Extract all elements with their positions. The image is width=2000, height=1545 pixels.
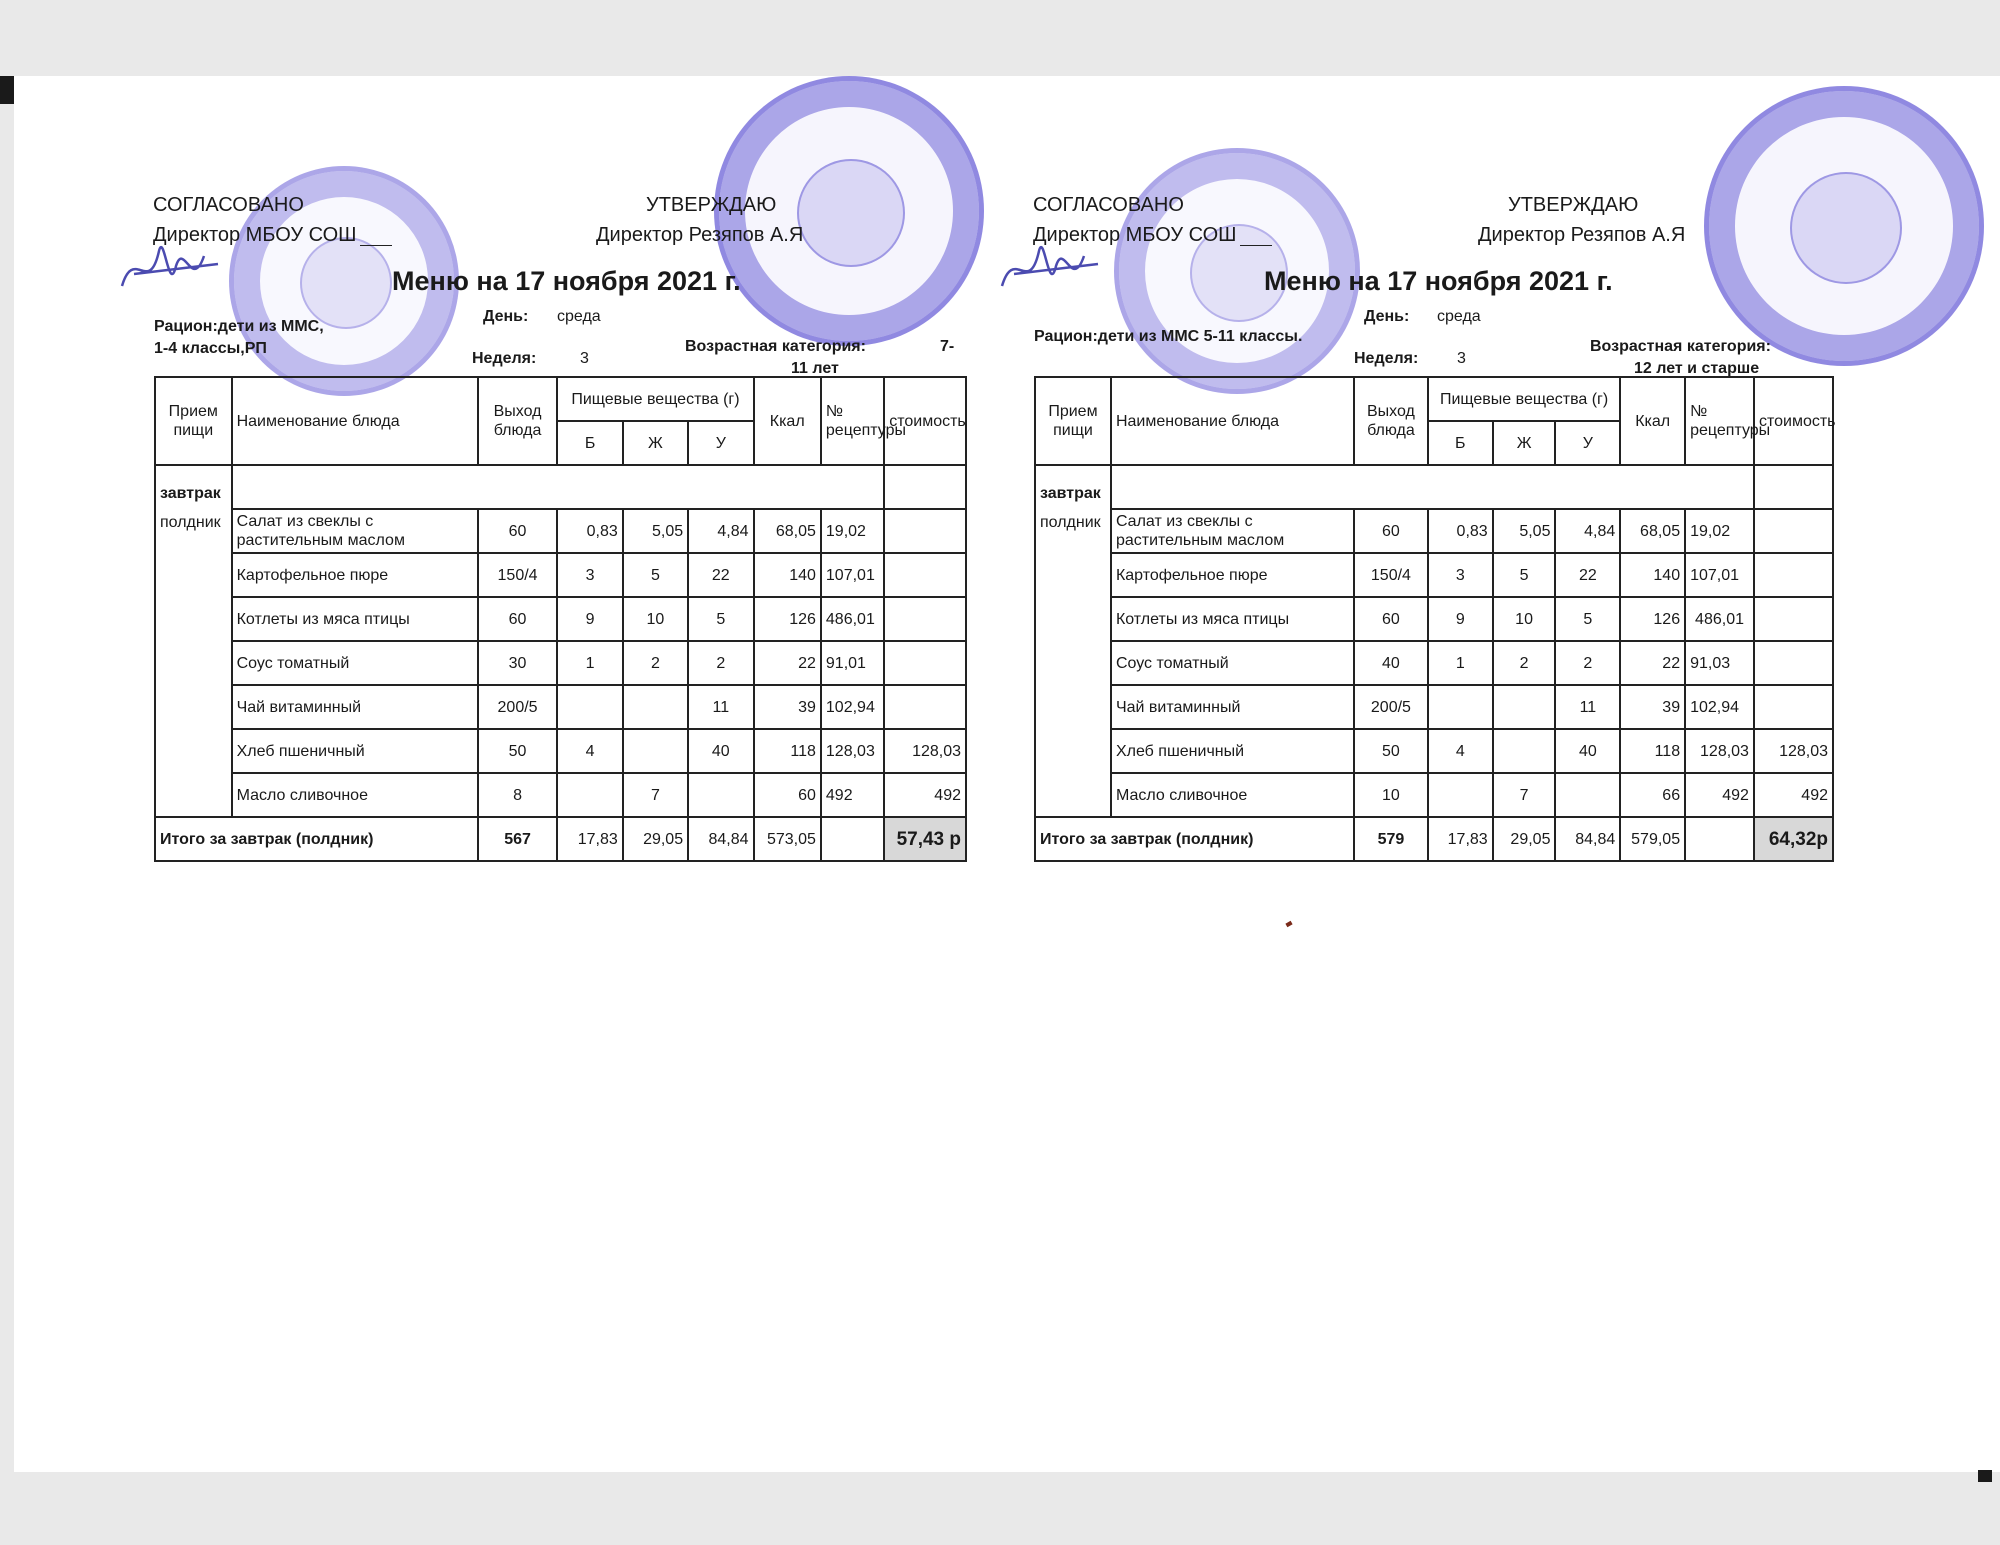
table-row	[1035, 553, 1833, 597]
day-label: День:	[1364, 308, 1410, 325]
approval-label: СОГЛАСОВАНО	[1033, 194, 1184, 216]
kcal-cell: 118	[1620, 729, 1685, 773]
carbs-cell: 11	[1555, 685, 1620, 729]
dish-name: Картофельное пюре	[232, 553, 478, 597]
header-yield: Выход блюда	[478, 377, 558, 465]
total-carbs: 84,84	[1555, 817, 1620, 861]
yield-cell: 150/4	[1354, 553, 1428, 597]
header-fat: Ж	[623, 421, 688, 465]
total-carbs: 84,84	[688, 817, 753, 861]
recipe-cell: 486,01	[1685, 597, 1754, 641]
header-nutrients: Пищевые вещества (г)	[557, 377, 753, 421]
yield-cell: 150/4	[478, 553, 558, 597]
cost-cell: 492	[1754, 773, 1833, 817]
yield-cell: 60	[1354, 597, 1428, 641]
yield-cell: 10	[1354, 773, 1428, 817]
age-label: Возрастная категория:	[685, 338, 866, 355]
director-name: Директор Резяпов А.Я	[596, 224, 804, 246]
total-label: Итого за завтрак (полдник)	[155, 817, 478, 861]
yield-cell: 60	[478, 597, 558, 641]
kcal-cell: 66	[1620, 773, 1685, 817]
header-kcal: Ккал	[754, 377, 821, 465]
kcal-cell: 22	[1620, 641, 1685, 685]
total-protein: 17,83	[557, 817, 622, 861]
meal-cell	[1035, 465, 1111, 817]
kcal-cell: 118	[754, 729, 821, 773]
header-carbs: У	[1555, 421, 1620, 465]
cost-cell: 128,03	[884, 729, 966, 773]
kcal-cell: 60	[754, 773, 821, 817]
approval-label: СОГЛАСОВАНО	[153, 194, 304, 216]
kcal-cell: 68,05	[1620, 509, 1685, 553]
fat-cell: 5,05	[623, 509, 688, 553]
table-row	[155, 641, 966, 685]
cost-cell	[1754, 553, 1833, 597]
empty-cost	[1754, 465, 1833, 509]
carbs-cell: 22	[688, 553, 753, 597]
carbs-cell: 22	[1555, 553, 1620, 597]
kcal-cell: 140	[754, 553, 821, 597]
recipe-cell: 107,01	[821, 553, 884, 597]
header-kcal: Ккал	[1620, 377, 1685, 465]
total-fat: 29,05	[623, 817, 688, 861]
dish-name: Хлеб пшеничный	[232, 729, 478, 773]
director-name: Директор Резяпов А.Я	[1478, 224, 1686, 246]
fat-cell: 2	[623, 641, 688, 685]
yield-cell: 40	[1354, 641, 1428, 685]
fat-cell	[1493, 685, 1556, 729]
header-yield: Выход блюда	[1354, 377, 1428, 465]
table-row	[155, 729, 966, 773]
protein-cell: 1	[1428, 641, 1493, 685]
header-dish: Наименование блюда	[232, 377, 478, 465]
total-cost: 64,32р	[1754, 817, 1833, 861]
carbs-cell	[1555, 773, 1620, 817]
protein-cell: 4	[1428, 729, 1493, 773]
fat-cell: 2	[1493, 641, 1556, 685]
protein-cell: 3	[1428, 553, 1493, 597]
cost-cell	[1754, 509, 1833, 553]
official-stamp	[1704, 86, 1984, 366]
recipe-cell: 91,01	[821, 641, 884, 685]
age-value: 11 лет	[791, 360, 839, 377]
scan-edge-marker	[0, 76, 14, 104]
carbs-cell	[688, 773, 753, 817]
total-protein: 17,83	[1428, 817, 1493, 861]
table-row	[1035, 685, 1833, 729]
total-row	[155, 817, 966, 861]
recipe-cell: 19,02	[1685, 509, 1754, 553]
fat-cell: 10	[1493, 597, 1556, 641]
carbs-cell: 2	[688, 641, 753, 685]
fat-cell: 10	[623, 597, 688, 641]
cost-cell	[1754, 685, 1833, 729]
dish-name: Соус томатный	[232, 641, 478, 685]
header-dish: Наименование блюда	[1111, 377, 1354, 465]
protein-cell: 0,83	[1428, 509, 1493, 553]
dish-name: Чай витаминный	[232, 685, 478, 729]
meal-snack: полдник	[1040, 514, 1101, 531]
recipe-cell: 102,94	[1685, 685, 1754, 729]
dish-name: Чай витаминный	[1111, 685, 1354, 729]
cost-cell	[1754, 641, 1833, 685]
recipe-cell: 102,94	[821, 685, 884, 729]
dish-name: Картофельное пюре	[1111, 553, 1354, 597]
cost-cell: 492	[884, 773, 966, 817]
yield-cell: 60	[1354, 509, 1428, 553]
protein-cell: 4	[557, 729, 622, 773]
day-value: среда	[557, 308, 601, 325]
ration-line-2: 1-4 классы,РП	[154, 340, 267, 357]
table-row	[155, 773, 966, 817]
dish-name: Масло сливочное	[1111, 773, 1354, 817]
approved-label: УТВЕРЖДАЮ	[1508, 194, 1639, 216]
table-row	[155, 685, 966, 729]
cost-cell: 128,03	[1754, 729, 1833, 773]
table-row	[1035, 509, 1833, 553]
total-recipe	[1685, 817, 1754, 861]
bird-emblem-icon	[300, 237, 392, 329]
total-kcal: 579,05	[1620, 817, 1685, 861]
header-cost: стоимость	[884, 377, 966, 465]
week-value: 3	[580, 350, 589, 367]
carbs-cell: 2	[1555, 641, 1620, 685]
table-row	[1035, 773, 1833, 817]
protein-cell	[557, 685, 622, 729]
header-meal: Прием пищи	[1035, 377, 1111, 465]
recipe-cell: 91,03	[1685, 641, 1754, 685]
carbs-cell: 5	[688, 597, 753, 641]
protein-cell: 1	[557, 641, 622, 685]
approved-label: УТВЕРЖДАЮ	[646, 194, 777, 216]
dish-name: Хлеб пшеничный	[1111, 729, 1354, 773]
carbs-cell: 11	[688, 685, 753, 729]
meal-snack: полдник	[160, 514, 221, 531]
total-label: Итого за завтрак (полдник)	[1035, 817, 1354, 861]
yield-cell: 8	[478, 773, 558, 817]
dish-name: Масло сливочное	[232, 773, 478, 817]
fat-cell: 7	[623, 773, 688, 817]
kcal-cell: 126	[1620, 597, 1685, 641]
dish-name: Котлеты из мяса птицы	[232, 597, 478, 641]
week-label: Неделя:	[1354, 350, 1419, 367]
dish-name: Салат из свеклы с растительным маслом	[232, 509, 478, 553]
yield-cell: 50	[1354, 729, 1428, 773]
total-row	[1035, 817, 1833, 861]
table-row	[155, 597, 966, 641]
total-yield: 579	[1354, 817, 1428, 861]
age-label: Возрастная категория:	[1590, 338, 1771, 355]
total-cost: 57,43 р	[884, 817, 966, 861]
menu-block-primary	[14, 76, 966, 976]
ration-line-1: Рацион:дети из ММС 5-11 классы.	[1034, 328, 1303, 345]
table-row	[155, 509, 966, 553]
day-value: среда	[1437, 308, 1481, 325]
kcal-cell: 22	[754, 641, 821, 685]
total-fat: 29,05	[1493, 817, 1556, 861]
protein-cell: 9	[1428, 597, 1493, 641]
header-carbs: У	[688, 421, 753, 465]
meal-breakfast: завтрак	[160, 485, 221, 502]
kcal-cell: 126	[754, 597, 821, 641]
age-value-start: 7-	[940, 338, 955, 355]
recipe-cell: 19,02	[821, 509, 884, 553]
menu-title: Меню на 17 ноября 2021 г.	[392, 266, 741, 296]
recipe-cell: 128,03	[1685, 729, 1754, 773]
carbs-cell: 40	[1555, 729, 1620, 773]
recipe-cell: 128,03	[821, 729, 884, 773]
recipe-cell: 486,01	[821, 597, 884, 641]
week-value: 3	[1457, 350, 1466, 367]
yield-cell: 200/5	[478, 685, 558, 729]
signature-line	[1240, 245, 1272, 246]
protein-cell: 3	[557, 553, 622, 597]
kcal-cell: 39	[754, 685, 821, 729]
fat-cell: 5	[623, 553, 688, 597]
menu-table	[1034, 376, 1834, 862]
header-nutrients: Пищевые вещества (г)	[1428, 377, 1620, 421]
recipe-cell: 492	[821, 773, 884, 817]
carbs-cell: 4,84	[1555, 509, 1620, 553]
dish-name: Соус томатный	[1111, 641, 1354, 685]
carbs-cell: 40	[688, 729, 753, 773]
day-label: День:	[483, 308, 529, 325]
fat-cell: 7	[1493, 773, 1556, 817]
total-recipe	[821, 817, 884, 861]
header-cost: стоимость	[1754, 377, 1833, 465]
recipe-cell: 107,01	[1685, 553, 1754, 597]
fat-cell: 5	[1493, 553, 1556, 597]
carbs-cell: 4,84	[688, 509, 753, 553]
yield-cell: 50	[478, 729, 558, 773]
menu-table	[154, 376, 967, 862]
header-protein: Б	[1428, 421, 1493, 465]
empty-row	[232, 465, 885, 509]
meal-breakfast: завтрак	[1040, 485, 1101, 502]
yield-cell: 60	[478, 509, 558, 553]
dish-name: Салат из свеклы с растительным маслом	[1111, 509, 1354, 553]
protein-cell: 9	[557, 597, 622, 641]
director-school-label: Директор МБОУ СОШ	[1033, 224, 1237, 246]
menu-title: Меню на 17 ноября 2021 г.	[1264, 266, 1613, 296]
protein-cell	[1428, 685, 1493, 729]
table-row	[1035, 597, 1833, 641]
cost-cell	[1754, 597, 1833, 641]
ration-line-1: Рацион:дети из ММС,	[154, 318, 324, 335]
table-row	[1035, 641, 1833, 685]
yield-cell: 200/5	[1354, 685, 1428, 729]
recipe-cell: 492	[1685, 773, 1754, 817]
fat-cell: 5,05	[1493, 509, 1556, 553]
header-recipe: № рецептуры	[821, 377, 884, 465]
menu-block-secondary	[894, 76, 1836, 976]
header-meal: Прием пищи	[155, 377, 232, 465]
emblem-icon	[797, 159, 905, 267]
age-value: 12 лет и старше	[1634, 360, 1760, 377]
fat-cell	[623, 729, 688, 773]
document-page	[14, 76, 2000, 1472]
protein-cell	[1428, 773, 1493, 817]
yield-cell: 30	[478, 641, 558, 685]
table-row	[155, 553, 966, 597]
header-fat: Ж	[1493, 421, 1556, 465]
carbs-cell: 5	[1555, 597, 1620, 641]
table-row	[1035, 729, 1833, 773]
fat-cell	[623, 685, 688, 729]
signature-line	[360, 245, 392, 246]
kcal-cell: 140	[1620, 553, 1685, 597]
scan-edge-marker	[1978, 1470, 1992, 1482]
kcal-cell: 39	[1620, 685, 1685, 729]
header-recipe: № рецептуры	[1685, 377, 1754, 465]
meal-cell	[155, 465, 232, 817]
kcal-cell: 68,05	[754, 509, 821, 553]
emblem-icon	[1790, 172, 1902, 284]
week-label: Неделя:	[472, 350, 537, 367]
fat-cell	[1493, 729, 1556, 773]
protein-cell	[557, 773, 622, 817]
director-school-label: Директор МБОУ СОШ	[153, 224, 357, 246]
header-protein: Б	[557, 421, 622, 465]
dish-name: Котлеты из мяса птицы	[1111, 597, 1354, 641]
total-yield: 567	[478, 817, 558, 861]
protein-cell: 0,83	[557, 509, 622, 553]
total-kcal: 573,05	[754, 817, 821, 861]
empty-row	[1111, 465, 1754, 509]
